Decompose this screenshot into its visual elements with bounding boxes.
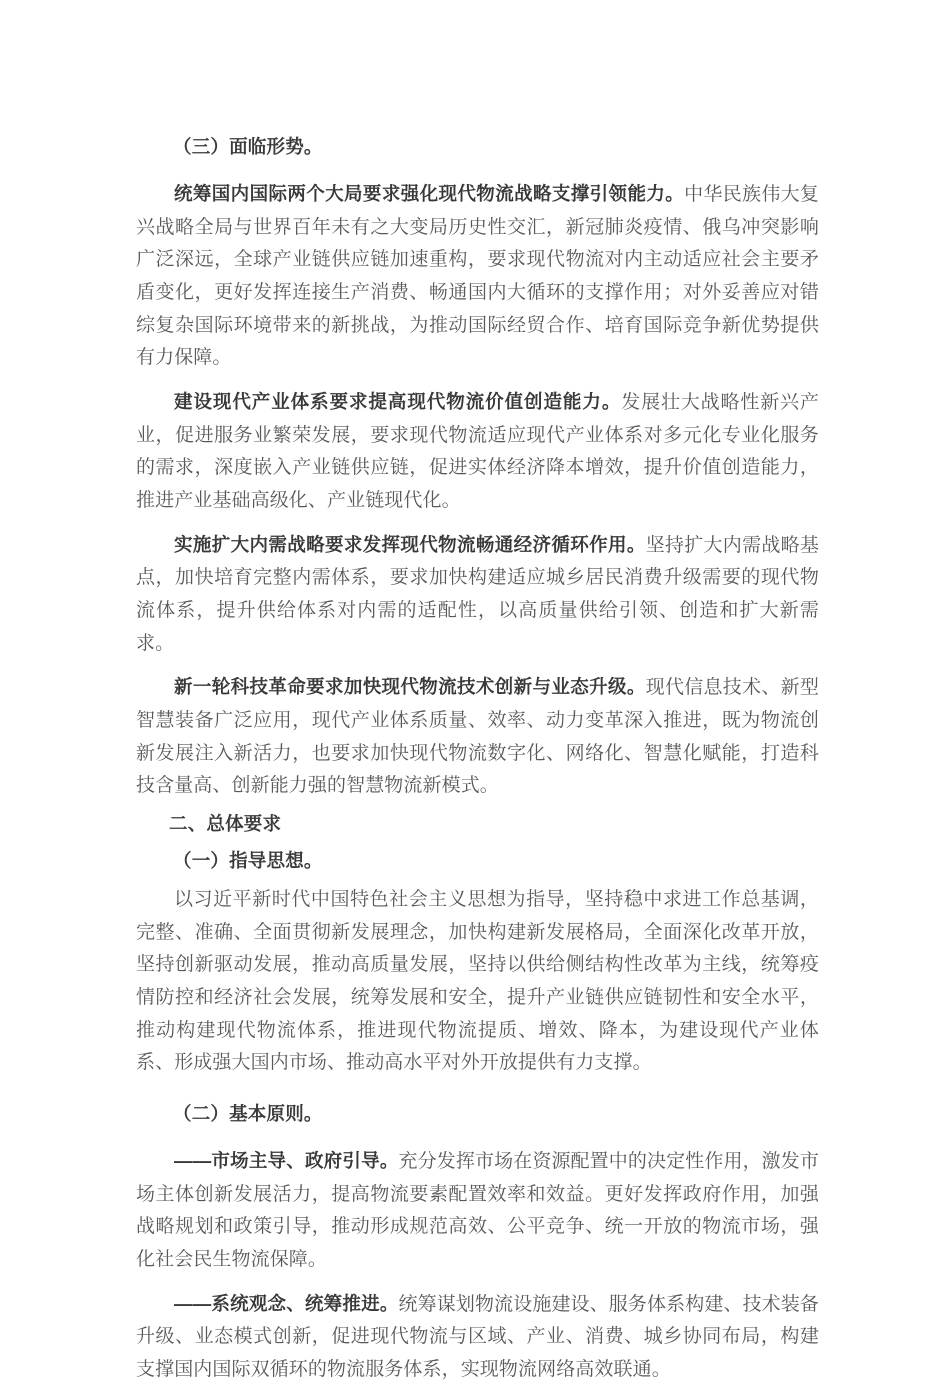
paragraph-guiding-ideology-text: 以习近平新时代中国特色社会主义思想为指导，坚持稳中求进工作总基调，完整、准确、全面贯彻新发展理念，加快构建新发展格局，全面深化改革开放，坚持创新驱动发展，推动高质量发展，坚持以供给侧结构性改革为主线，统筹疫情防控和经济社会发展，统筹发展和安全，提升产业链供应链韧性和安全水平，推动构建现代物流体系，推进现代物流提质、增效、降本，为建设现代产业体系、形成强大国内市场、推动高水平对外开放提供有力支撑。 <box>136 888 819 1074</box>
spacer <box>136 876 819 883</box>
heading-basic-principles: （二）基本原则。 <box>173 1103 323 1125</box>
spacer <box>136 374 819 386</box>
paragraph-text: 统筹谋划物流设施建设、服务体系构建、技术装备升级、业态模式创新，促进现代物流与区域、产业、消费、城乡协同布局，构建支撑国内国际双循环的物流服务体系，实现物流网络高效联通。 <box>136 1292 820 1381</box>
paragraph-value-creation <box>136 386 819 517</box>
spacer <box>136 1129 819 1145</box>
paragraph-lead-in: 实施扩大内需战略要求发挥现代物流畅通经济循环作用。 <box>174 533 646 555</box>
document-body <box>136 132 819 1386</box>
paragraph-text: 充分发挥市场在资源配置中的决定性作用，激发市场主体创新发展活力，提高物流要素配置效率和效益。更好发挥政府作用，加强战略规划和政策引导，推动形成规范高效、公平竞争、统一开放的物流市场，强化社会民生物流保障。 <box>136 1150 820 1271</box>
spacer <box>136 517 819 529</box>
paragraph-text: 中华民族伟大复兴战略全局与世界百年未有之大变局历史性交汇，新冠肺炎疫情、俄乌冲突影响广泛深远，全球产业链供应链加速重构，要求现代物流对内主动适应社会主要矛盾变化，更好发挥连接生产消费、畅通国内大循环的支撑作用；对外妥善应对错综复杂国际环境带来的新挑战，为推动国际经贸合作、培育国际竞争新优势提供有力保障。 <box>136 182 820 369</box>
paragraph-text: 坚持扩大内需战略基点，加快培育完整内需体系，要求加快构建适应城乡居民消费升级需要的现代物流体系，提升供给体系对内需的适配性，以高质量供给引领、创造和扩大新需求。 <box>136 533 819 654</box>
heading-facing-situation: （三）面临形势。 <box>173 136 323 157</box>
spacer <box>136 1079 819 1099</box>
heading-guiding-ideology: （一）指导思想。 <box>173 850 323 872</box>
paragraph-lead-in: ——系统观念、统筹推进。 <box>174 1292 399 1314</box>
paragraph-lead-in: 建设现代产业体系要求提高现代物流价值创造能力。 <box>174 391 622 412</box>
heading-overall-requirements: 二、总体要求 <box>169 813 282 835</box>
spacer <box>136 839 819 846</box>
spacer <box>136 659 819 671</box>
paragraph-market-led <box>136 1145 819 1276</box>
paragraph-lead-in: ——市场主导、政府引导。 <box>174 1150 399 1171</box>
paragraph-text: 现代信息技术、新型智慧装备广泛应用，现代产业体系质量、效率、动力变革深入推进，既为物流创新发展注入新活力，也要求加快现代物流数字化、网络化、智慧化赋能，打造科技含量高、创新能力强的智慧物流新模式。 <box>136 676 819 797</box>
spacer <box>136 162 819 178</box>
paragraph-tech-revolution <box>136 671 819 802</box>
paragraph-systemic-approach <box>136 1288 819 1386</box>
spacer <box>136 802 819 809</box>
paragraph-lead-in: 统筹国内国际两个大局要求强化现代物流战略支撑引领能力。 <box>174 182 685 204</box>
paragraph-domestic-demand <box>136 529 819 660</box>
paragraph-strategic-support <box>136 178 819 374</box>
paragraph-text: 发展壮大战略性新兴产业，促进服务业繁荣发展，要求现代物流适应现代产业体系对多元化专业化服务的需求，深度嵌入产业链供应链，促进实体经济降本增效，提升价值创造能力，推进产业基础高级化、产业链现代化。 <box>136 391 819 512</box>
spacer <box>136 1276 819 1288</box>
paragraph-lead-in: 新一轮科技革命要求加快现代物流技术创新与业态升级。 <box>174 676 646 698</box>
